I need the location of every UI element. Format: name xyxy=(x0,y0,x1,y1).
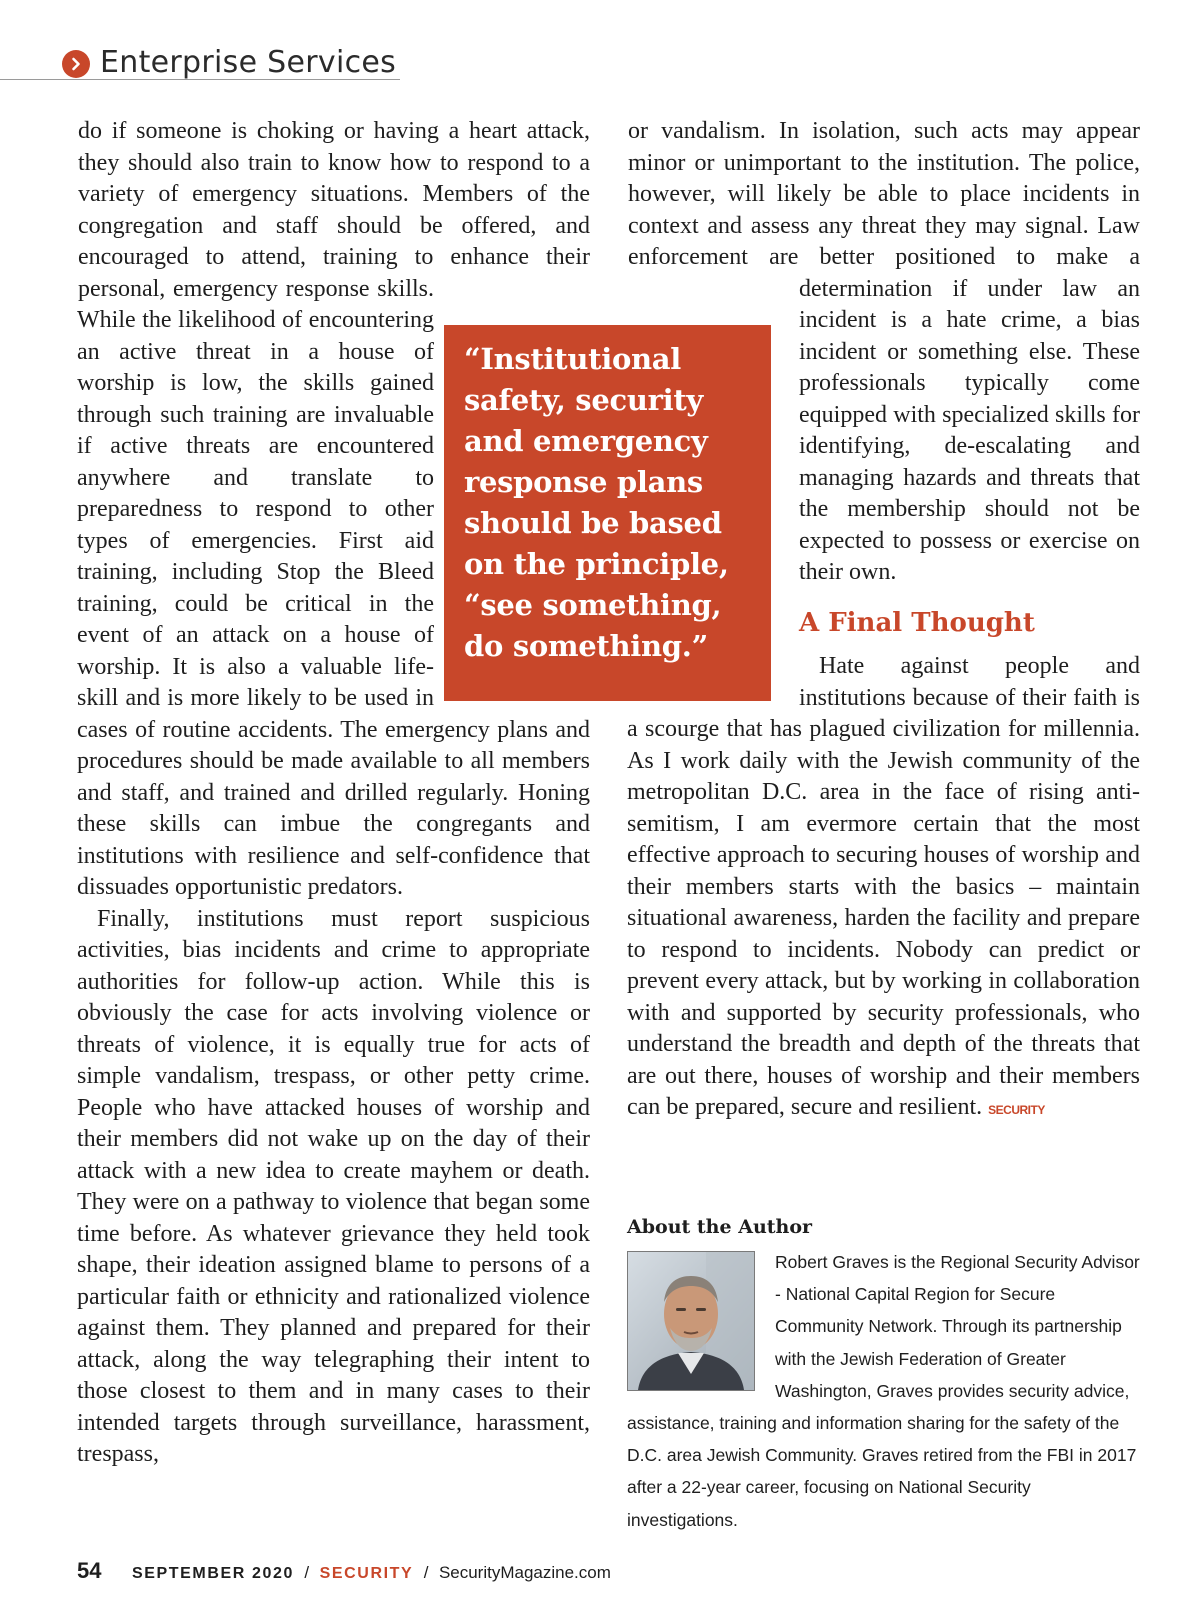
pull-quote-gap-right xyxy=(627,302,799,692)
footer-separator: / xyxy=(304,1563,310,1582)
author-bio-text: Robert Graves is the Regional Security Advisor - National Capital Region for Secure Community Network. Through its partnership with the Jewish Federation of Greater Washington, Graves provides security advice, assistance, training and information sharing for the safety of the D.C. area Jewish Community. Graves retired from the FBI in 2017 after a 22-year career, focusing on National Security investigations. xyxy=(627,1252,1140,1530)
closing-paragraph-text: Hate against people and institutions because of their faith is a scourge that has plagued civilization for millennia. As I work daily with the Jewish community of the metropolitan D.C. area in the face of rising anti-semitism, I am evermore certain that the most effective approach to securing houses of worship and their members starts with the basics – maintain situational awareness, harden the facility and prepare to respond to incidents. Nobody can predict or prevent every attack, but by working in collaboration with and supported by security professionals, who understand the breadth and depth of the threats that are out there, houses of worship and their members can be prepared, secure and resilient. xyxy=(627,653,1140,1120)
chevron-right-icon xyxy=(62,50,90,78)
section-heading: A Final Thought xyxy=(799,607,1035,638)
author-photo xyxy=(627,1251,755,1391)
magazine-website: SecurityMagazine.com xyxy=(438,1563,611,1582)
article-paragraph-2: Finally, institutions must report suspicious activities, bias incidents and crime to appropriate authorities for follow-up action. While this is obviously the case for acts involving violence or threats of violence, it is equally true for acts of simple vandalism, trespass, or other petty crime. People who have attacked houses of worship and their members did not wake up on the day of their attack with a new idea to create mayhem or death. They were on a pathway to violence that began some time before. As whatever grievance they held took shape, their ideation assigned blame to persons of a particular faith or ethnicity and rationalized violence against them. They planned and prepared for their attack, along the way telegraphing their intent to those closest to them and in many cases to their intended targets through surveillance, harassment, trespass, xyxy=(77,905,590,1467)
article-paragraph-3: or vandalism. In isolation, such acts may appear minor or unimportant to the institution. The police, however, will likely be able to place incidents in context and assess any threat they may signal. Law enforcement are better positioned to make a determination if under law an incident is a hate crime, a bias incident or something else. These professionals typically come equipped with specialized skills for identifying, de-escalating and managing hazards and threats that the membership should not be expected to possess or exercise on their own. xyxy=(628,118,1140,585)
author-bio xyxy=(627,1246,1140,1536)
left-column xyxy=(77,116,590,1471)
page-number: 54 xyxy=(77,1558,102,1583)
page-footer xyxy=(77,1559,611,1586)
section-header xyxy=(0,44,400,84)
security-end-mark: SECURITY xyxy=(988,1103,1045,1117)
magazine-brand: SECURITY xyxy=(319,1565,414,1582)
footer-separator: / xyxy=(423,1563,429,1582)
about-author-heading: About the Author xyxy=(627,1216,813,1238)
article-paragraph-1: do if someone is choking or having a heart attack, they should also train to know how to respond to a variety of emergency situations. Members of the congregation and staff should be offered, and encouraged to attend, training to enhance their personal, emergency response skills. While the likelihood of encountering an active threat in a house of worship is low, the skills gained through such training are invaluable if active threats are encountered anywhere and translate to preparedness to respond to other types of emergencies. First aid training, including Stop the Bleed training, could be critical in the event of an attack on a house of worship. It is also a valuable life-skill and is more likely to be used in cases of routine accidents. The emergency plans and procedures should be made available to all members and staff, and trained and drilled regularly. Honing these skills can imbue the congregants and institutions with resilience and self-confidence that dissuades opportunistic predators. xyxy=(77,118,590,900)
right-column xyxy=(627,116,1140,1127)
section-title: Enterprise Services xyxy=(100,45,397,80)
article-paragraph-4 xyxy=(627,651,1140,1127)
issue-date: SEPTEMBER 2020 xyxy=(131,1565,294,1582)
pull-quote-text: “Institutional safety, security and emergency response plans should be based on the principle, “see something, do something.” xyxy=(464,342,729,663)
